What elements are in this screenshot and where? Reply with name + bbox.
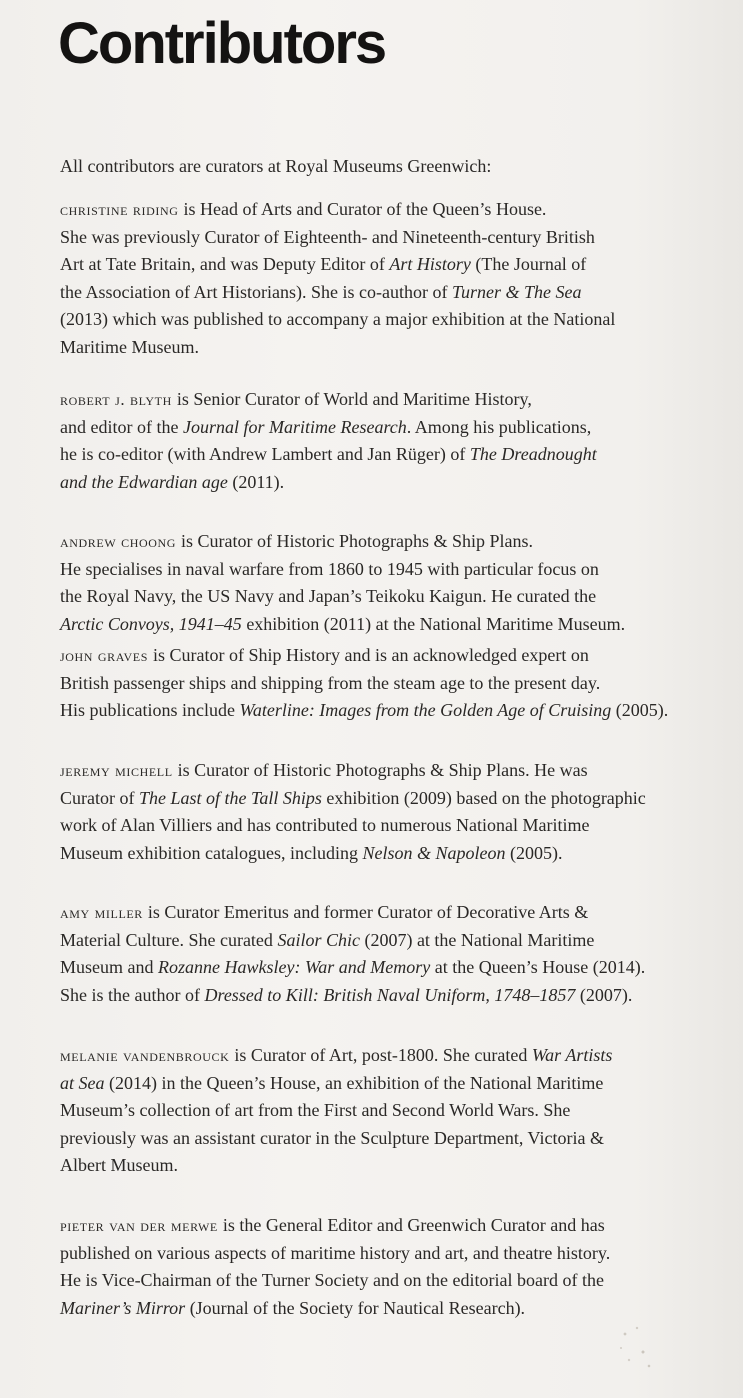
entry-line (60, 1097, 720, 1125)
body-text: the Royal Navy, the US Navy and Japan’s Teikoku Kaigun. He curated the (60, 586, 597, 606)
entry-line (60, 528, 720, 556)
entry-line (60, 1240, 720, 1268)
body-text: Maritime Museum. (60, 336, 199, 357)
paper-specks (615, 1322, 660, 1377)
entry-line (60, 611, 720, 639)
contributor-name: amy miller (60, 903, 143, 922)
contributor-entry (60, 642, 720, 725)
body-text: and editor of the (60, 416, 183, 437)
body-text: is Curator Emeritus and former Curator of Decorative Arts & (147, 902, 589, 922)
body-text: His publications include (60, 700, 240, 720)
italic-title-text: and the Edwardian age (60, 471, 228, 492)
contributor-name: robert j. blyth (60, 390, 172, 409)
entry-line (60, 927, 720, 955)
entry-line (60, 670, 720, 698)
entry-line (60, 1267, 720, 1295)
entry-line (60, 279, 720, 307)
italic-title-text: Waterline: Images from the Golden Age of Cruising (239, 700, 612, 720)
entry-line (60, 642, 720, 670)
body-text: Museum’s collection of art from the First and Second World Wars. She (60, 1100, 571, 1120)
body-text: he is co-editor (with Andrew Lambert and Jan Rüger) of (60, 444, 470, 464)
italic-title-text: Mariner’s Mirror (60, 1297, 186, 1318)
body-text: the Association of Art Historians). She is co-author of (60, 281, 452, 302)
contributor-entry (60, 1042, 720, 1180)
entry-line (60, 583, 720, 611)
entry-line (60, 1042, 720, 1070)
body-text: (2005). (611, 700, 669, 720)
body-text: She was previously Curator of Eighteenth- and Nineteenth-century British (60, 226, 595, 247)
body-text: is Curator of Historic Photographs & Ship Plans. He was (177, 760, 588, 780)
entry-line (60, 414, 720, 442)
entry-line (60, 469, 720, 497)
entry-line (60, 386, 720, 414)
contributor-entry (60, 899, 720, 1009)
body-text: Curator of (60, 787, 139, 808)
entry-line (60, 812, 720, 840)
italic-title-text: Journal for Maritime Research (182, 416, 407, 437)
entry-line (60, 441, 720, 469)
entry-line (60, 982, 720, 1010)
italic-title-text: Sailor Chic (277, 929, 360, 950)
entry-line (60, 1125, 720, 1153)
contributor-name: andrew choong (60, 532, 177, 551)
body-text: (2007) at the National Maritime (359, 929, 595, 950)
body-text: (2014) in the Queen’s House, an exhibition of the National Maritime (104, 1072, 604, 1093)
entry-line (60, 334, 720, 362)
contributor-name: jeremy michell (60, 761, 173, 780)
italic-title-text: Art History (389, 254, 471, 274)
contributor-entry (60, 528, 720, 638)
body-text: British passenger ships and shipping from the steam age to the present day. (60, 672, 601, 693)
body-text: (2005). (505, 842, 563, 863)
body-text: exhibition (2011) at the National Maritime Museum. (241, 613, 626, 634)
contributor-entry (60, 757, 720, 867)
page-title: Contributors (58, 11, 386, 76)
body-text: at the Queen’s House (2014). (430, 957, 646, 977)
entry-line (60, 954, 720, 982)
body-text: work of Alan Villiers and has contributed to numerous National Maritime (60, 815, 590, 835)
entry-line (60, 697, 720, 725)
italic-title-text: Arctic Convoys, 1941–45 (60, 613, 242, 634)
entry-line (60, 306, 720, 334)
body-text: is Curator of Ship History and is an acknowledged expert on (152, 645, 589, 665)
body-text: Museum exhibition catalogues, including (60, 842, 363, 863)
body-text: . Among his publications, (406, 416, 592, 437)
entry-line (60, 1070, 720, 1098)
body-text: Art at Tate Britain, and was Deputy Editor of (60, 254, 390, 274)
entry-line (60, 1212, 720, 1240)
italic-title-text: War Artists (531, 1045, 613, 1065)
entry-line (60, 224, 720, 252)
intro-text: All contributors are curators at Royal Museums Greenwich: (60, 156, 492, 176)
body-text: (Journal of the Society for Nautical Research). (185, 1297, 526, 1318)
body-text: is Head of Arts and Curator of the Queen’s House. (183, 199, 547, 219)
body-text: He is Vice-Chairman of the Turner Society and on the editorial board of the (60, 1270, 604, 1290)
body-text: is Curator of Art, post-1800. She curated (234, 1045, 532, 1065)
entry-line (60, 196, 720, 224)
body-text: previously was an assistant curator in the Sculpture Department, Victoria & (60, 1127, 604, 1148)
body-text: Museum and (60, 957, 158, 977)
body-text: (2013) which was published to accompany a major exhibition at the National (60, 309, 616, 329)
body-text: is the General Editor and Greenwich Curator and has (222, 1215, 605, 1235)
contributor-name: melanie vandenbrouck (60, 1046, 230, 1065)
entry-line (60, 1295, 720, 1323)
contributor-name: christine riding (60, 200, 179, 219)
italic-title-text: Turner & The Sea (451, 281, 582, 302)
contributor-entry (60, 196, 720, 361)
italic-title-text: The Dreadnought (469, 444, 597, 464)
italic-title-text: Dressed to Kill: British Naval Uniform, 1748–1857 (204, 984, 576, 1005)
entry-line (60, 251, 720, 279)
contributor-name: john graves (60, 646, 148, 665)
body-text: (2011). (227, 471, 285, 492)
body-text: is Senior Curator of World and Maritime History, (176, 389, 532, 409)
body-text: is Curator of Historic Photographs & Ship Plans. (181, 531, 534, 551)
entry-line (60, 840, 720, 868)
italic-title-text: Rozanne Hawksley: War and Memory (158, 957, 431, 977)
entry-line (60, 556, 720, 584)
body-text: published on various aspects of maritime history and art, and theatre history. (60, 1242, 611, 1263)
entry-line (60, 1152, 720, 1180)
entry-line (60, 899, 720, 927)
body-text: She is the author of (60, 984, 205, 1005)
body-text: (The Journal of (470, 254, 587, 274)
entry-line (60, 757, 720, 785)
contributor-name: pieter van der merwe (60, 1216, 218, 1235)
italic-title-text: at Sea (60, 1072, 105, 1093)
entry-line (60, 785, 720, 813)
body-text: He specialises in naval warfare from 1860 to 1945 with particular focus on (60, 558, 599, 579)
italic-title-text: Nelson & Napoleon (362, 842, 506, 863)
body-text: Albert Museum. (60, 1155, 178, 1175)
contributor-entry (60, 1212, 720, 1322)
body-text: (2007). (575, 984, 633, 1005)
italic-title-text: The Last of the Tall Ships (138, 787, 322, 808)
contributor-entry (60, 386, 720, 496)
body-text: Material Culture. She curated (60, 929, 278, 950)
body-text: exhibition (2009) based on the photographic (321, 787, 646, 808)
